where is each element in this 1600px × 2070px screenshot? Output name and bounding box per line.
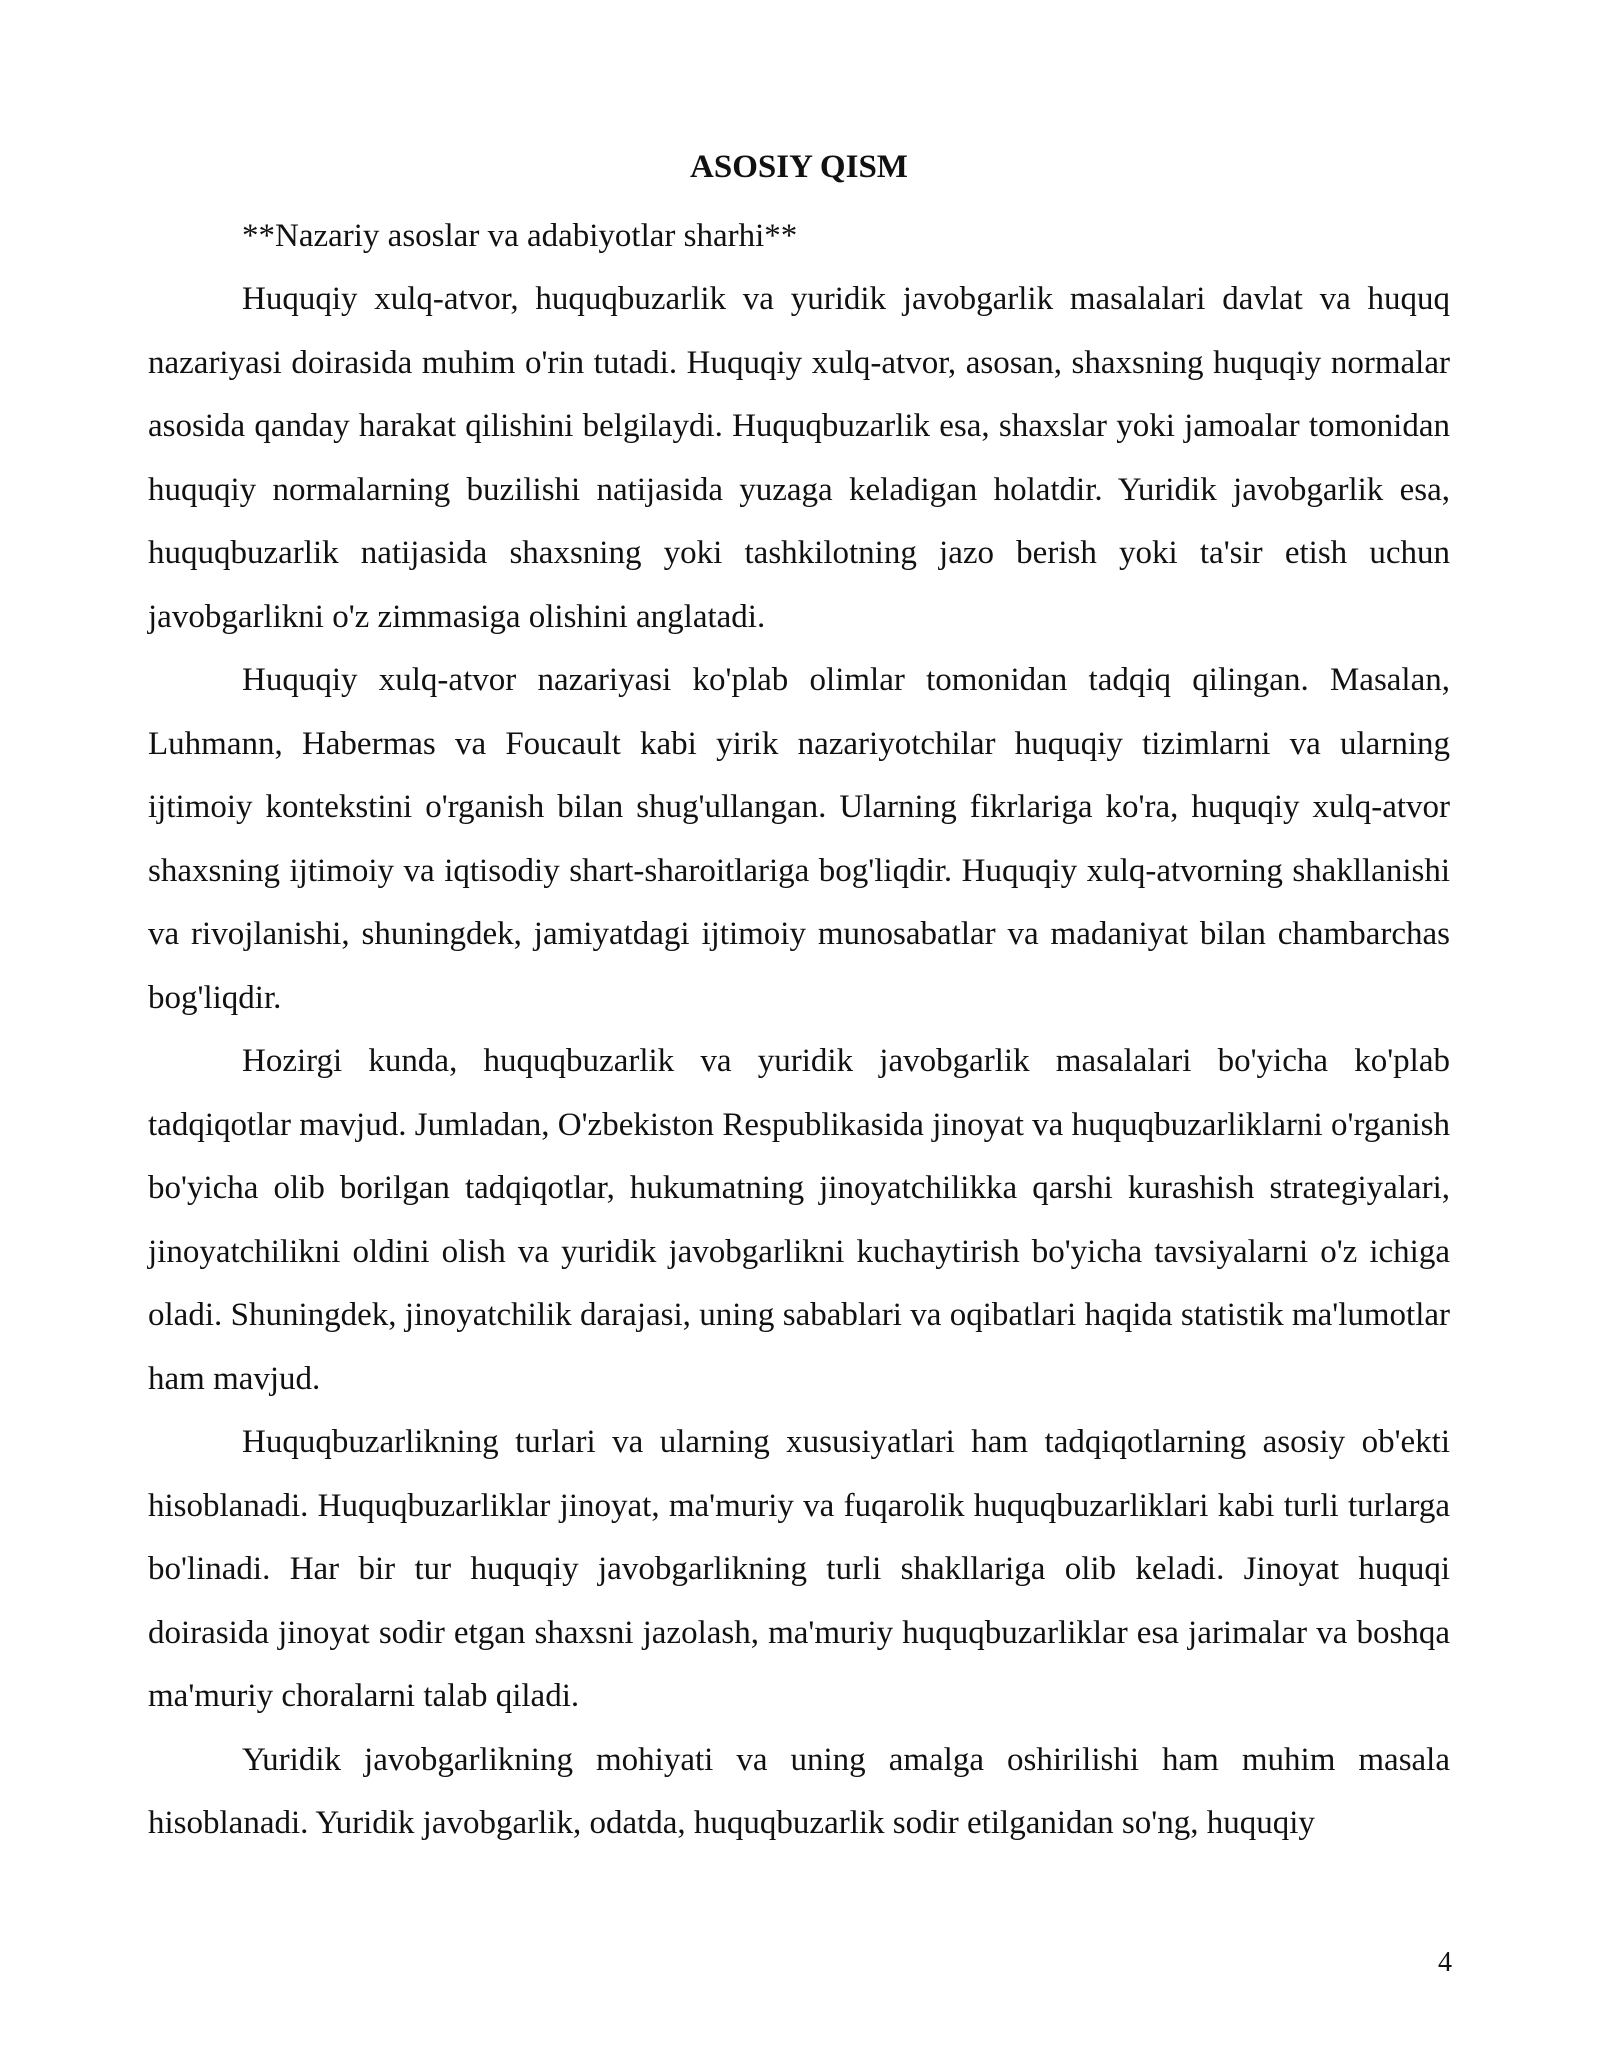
paragraph-4: Huquqbuzarlikning turlari va ularning xususiyatlari ham tadqiqotlarning asosiy ob'ekti hisoblanadi. Huquqbuzarliklar jinoyat, ma'muriy va fuqarolik huquqbuzarliklari kabi turli turlarga bo'linadi. Har bir tur huquqiy javobgarlikning turli shakllariga olib keladi. Jinoyat huquqi doirasida jinoyat sodir etgan shaxsni jazolash, ma'muriy huquqbuzarliklar esa jarimalar va boshqa ma'muriy choralarni talab qiladi. <box>148 1424 1450 1714</box>
paragraph-1: Huquqiy xulq-atvor, huquqbuzarlik va yuridik javobgarlik masalalari davlat va huquq nazariyasi doirasida muhim o'rin tutadi. Huquqiy xulq-atvor, asosan, shaxsning huquqiy normalar asosida qanday harakat qilishini belgilaydi. Huquqbuzarlik esa, shaxslar yoki jamoalar tomonidan huquqiy normalarning buzilishi natijasida yuzaga keladigan holatdir. Yuridik javobgarlik esa, huquqbuzarlik natijasida shaxsning yoki tashkilotning jazo berish yoki ta'sir etish uchun javobgarlikni o'z zimmasiga olishini anglatadi. <box>148 281 1450 635</box>
paragraph-5: Yuridik javobgarlikning mohiyati va uning amalga oshirilishi ham muhim masala hisoblanadi. Yuridik javobgarlik, odatda, huquqbuzarlik sodir etilganidan so'ng, huquqiy <box>148 1741 1450 1841</box>
paragraph-3: Hozirgi kunda, huquqbuzarlik va yuridik javobgarlik masalalari bo'yicha ko'plab tadqiqotlar mavjud. Jumladan, O'zbekiston Respublikasida jinoyat va huquqbuzarliklarni o'rganish bo'yicha olib borilgan tadqiqotlar, hukumatning jinoyatchilikka qarshi kurashish strategiyalari, jinoyatchilikni oldini olish va yuridik javobgarlikni kuchaytirish bo'yicha tavsiyalarni o'z ichiga oladi. Shuningdek, jinoyatchilik darajasi, uning sabablari va oqibatlari haqida statistik ma'lumotlar ham mavjud. <box>148 1043 1450 1397</box>
paragraph-2: Huquqiy xulq-atvor nazariyasi ko'plab olimlar tomonidan tadqiq qilingan. Masalan, Luhmann, Habermas va Foucault kabi yirik nazariyotchilar huquqiy tizimlarni va ularning ijtimoiy kontekstini o'rganish bilan shug'ullangan. Ularning fikrlariga ko'ra, huquqiy xulq-atvor shaxsning ijtimoiy va iqtisodiy shart-sharoitlariga bog'liqdir. Huquqiy xulq-atvorning shakllanishi va rivojlanishi, shuningdek, jamiyatdagi ijtimoiy munosabatlar va madaniyat bilan chambarchas bog'liqdir. <box>148 662 1450 1016</box>
document-page <box>148 147 1450 1856</box>
section-heading: ASOSIY QISM <box>690 149 908 185</box>
page-number: 4 <box>1438 1947 1452 1978</box>
section-subheading: **Nazariy asoslar va adabiyotlar sharhi** <box>242 218 798 254</box>
